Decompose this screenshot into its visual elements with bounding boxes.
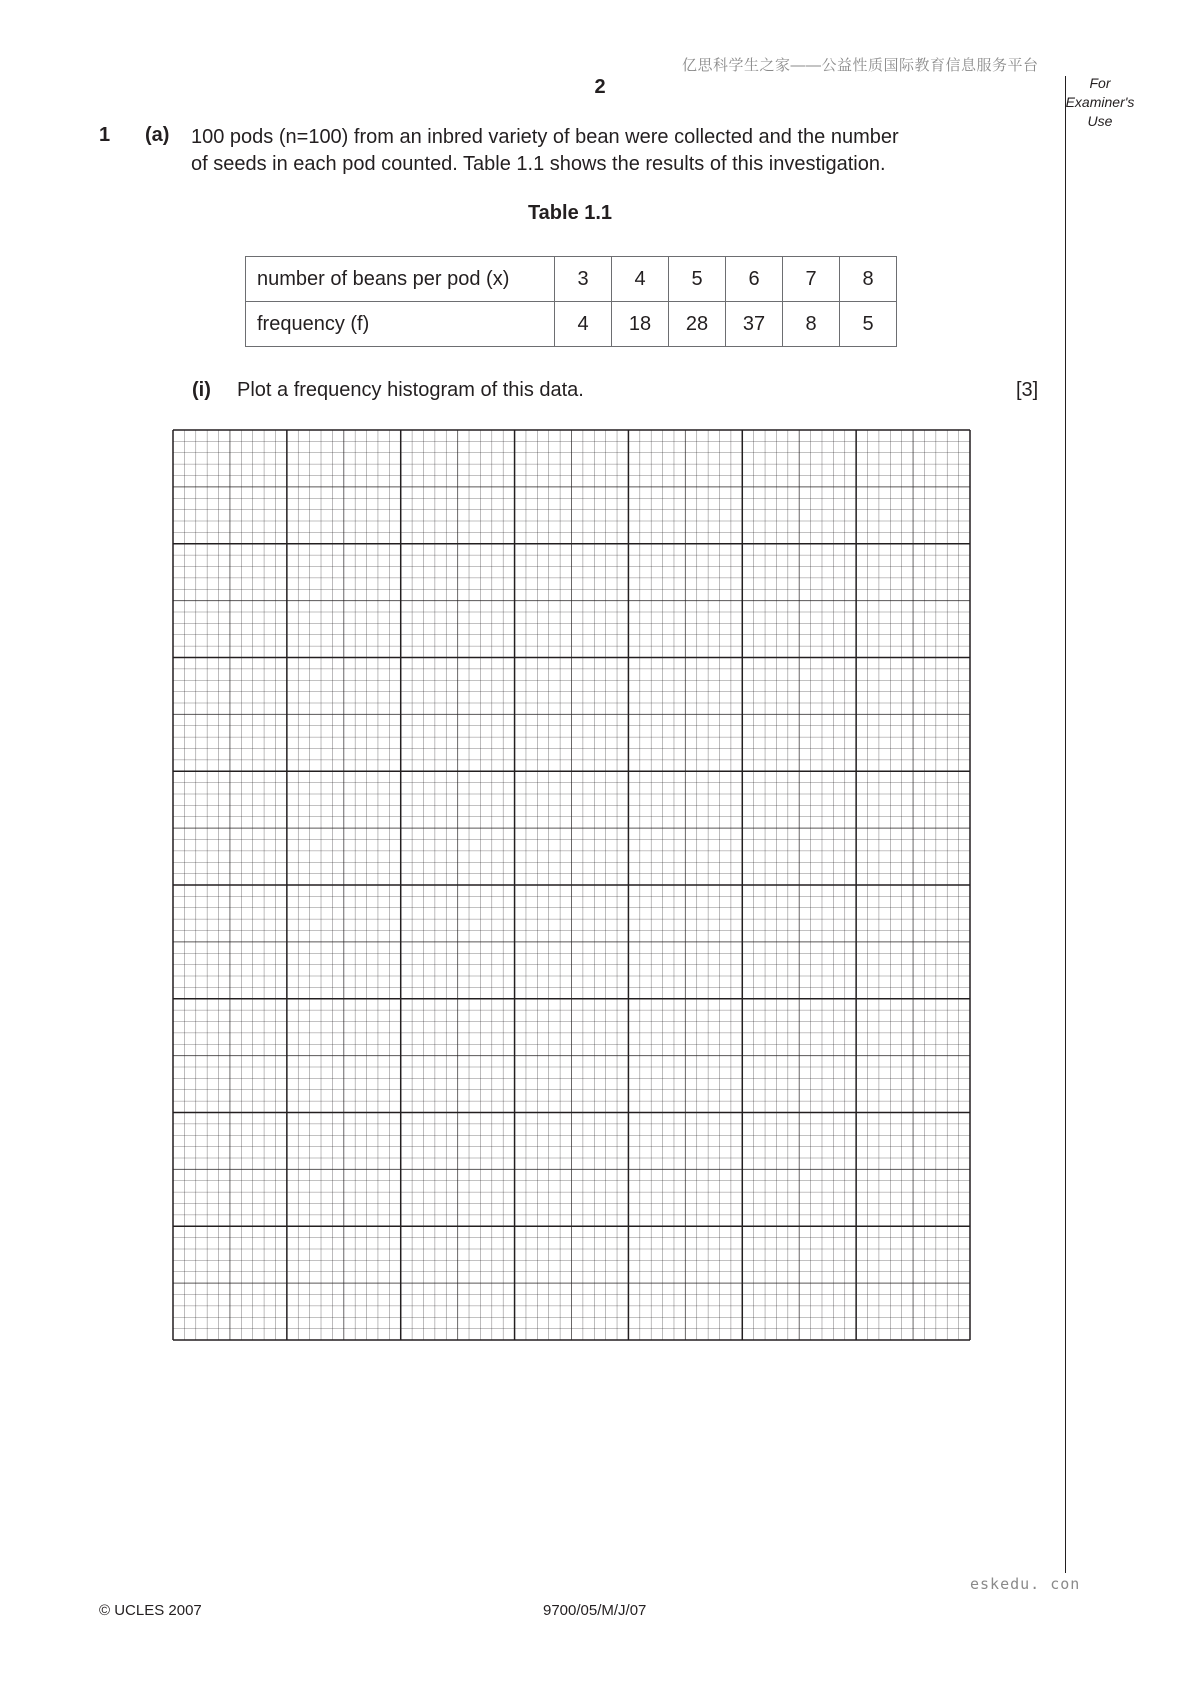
table-cell: 3: [555, 257, 612, 302]
subquestion-label: (i): [192, 379, 211, 401]
table-cell: 18: [612, 302, 669, 347]
marks-allocation: [3]: [1016, 379, 1039, 401]
examiner-label-line: For: [1089, 75, 1111, 91]
question-intro-line: of seeds in each pod counted. Table 1.1 shows the results of this investigation.: [191, 153, 886, 175]
subquestion-text: Plot a frequency histogram of this data.: [237, 379, 584, 401]
examiner-label-line: Examiner's: [1065, 94, 1135, 110]
table-cell: 6: [726, 257, 783, 302]
table-cell: 5: [840, 302, 897, 347]
table-row: [246, 257, 897, 302]
table-cell: 8: [783, 302, 840, 347]
table-cell: 7: [783, 257, 840, 302]
question-intro-line: 100 pods (n=100) from an inbred variety of bean were collected and the number: [191, 126, 899, 148]
paper-code-footer: 9700/05/M/J/07: [543, 1602, 647, 1619]
question-part: (a): [145, 124, 170, 146]
examiner-use-label: [1060, 74, 1140, 131]
table-cell: 28: [669, 302, 726, 347]
table-cell: 5: [669, 257, 726, 302]
table-row-label: frequency (f): [246, 302, 555, 347]
graph-paper[interactable]: [172, 429, 971, 1341]
question-number: 1: [99, 124, 111, 146]
table-cell: 4: [612, 257, 669, 302]
question-intro: [191, 124, 991, 178]
watermark-text: eskedu. con: [970, 1575, 1081, 1593]
data-table: [245, 256, 897, 347]
watermark-text: 亿思科学生之家——公益性质国际教育信息服务平台: [682, 57, 1039, 74]
page-number: 2: [594, 76, 606, 98]
copyright-footer: © UCLES 2007: [99, 1602, 202, 1619]
table-row-label: number of beans per pod (x): [246, 257, 555, 302]
table-cell: 37: [726, 302, 783, 347]
table-caption: Table 1.1: [527, 202, 613, 224]
examiner-margin-line: [1065, 76, 1066, 1573]
table-cell: 8: [840, 257, 897, 302]
table-cell: 4: [555, 302, 612, 347]
table-row: [246, 302, 897, 347]
examiner-label-line: Use: [1087, 113, 1113, 129]
